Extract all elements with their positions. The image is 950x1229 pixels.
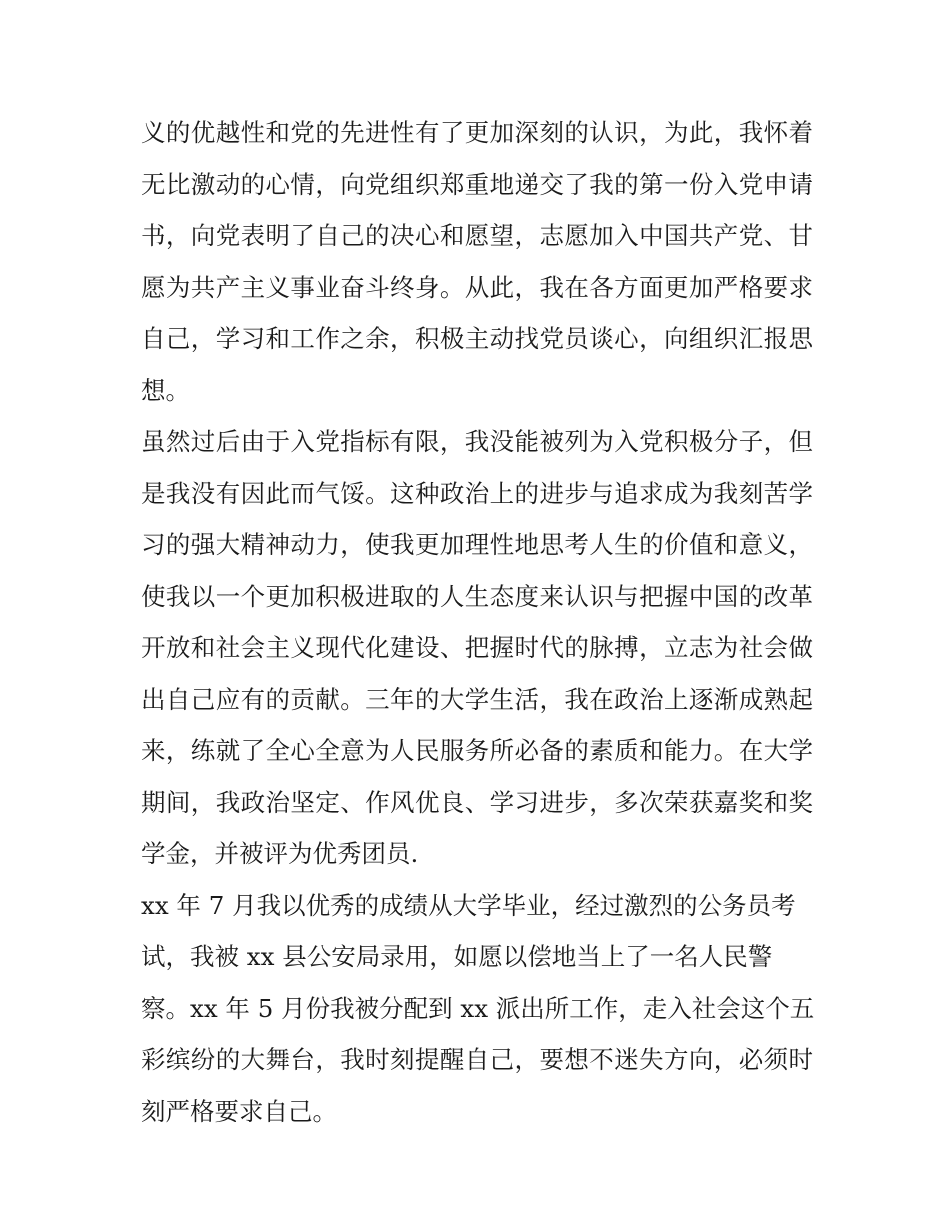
text-line: 出自己应有的贡献。三年的大学生活，我在政治上逐渐成熟起 [141, 684, 813, 714]
paragraph-1 [141, 107, 813, 416]
text-line: 来，练就了全心全意为人民服务所必备的素质和能力。在大学 [141, 736, 813, 765]
text-line: xx 年 7 月我以优秀的成绩从大学毕业，经过激烈的公务员考 [141, 890, 796, 920]
text-line: 习的强大精神动力，使我更加理性地思考人生的价值和意义， [141, 530, 813, 559]
text-line: 是我没有因此而气馁。这种政治上的进步与追求成为我刻苦学 [141, 478, 813, 508]
text-line: 义的优越性和党的先进性有了更加深刻的认识，为此，我怀着 [141, 118, 813, 147]
paragraph-2 [141, 416, 813, 880]
text-line: 无比激动的心情，向党组织郑重地递交了我的第一份入党申请 [141, 169, 813, 199]
text-line: 学金，并被评为优秀团员. [141, 839, 419, 868]
text-line: 想。 [141, 375, 190, 405]
text-line: 开放和社会主义现代化建设、把握时代的脉搏，立志为社会做 [141, 633, 813, 662]
text-line: 虽然过后由于入党指标有限，我没能被列为入党积极分子，但 [141, 427, 813, 456]
text-line: 愿为共产主义事业奋斗终身。从此，我在各方面更加严格要求 [141, 272, 813, 302]
text-line: 刻严格要求自己。 [141, 1096, 337, 1126]
text-line: 书，向党表明了自己的决心和愿望，志愿加入中国共产党、甘 [141, 221, 813, 250]
paragraph-3 [141, 880, 813, 1138]
text-line: 试，我被 xx 县公安局录用，如愿以偿地当上了一名人民警 [141, 942, 773, 971]
document-body [141, 107, 813, 1137]
text-line: 自己，学习和工作之余，积极主动找党员谈心，向组织汇报思 [141, 324, 813, 353]
text-line: 期间，我政治坚定、作风优良、学习进步，多次荣获嘉奖和奖 [141, 787, 813, 817]
text-line: 使我以一个更加积极进取的人生态度来认识与把握中国的改革 [141, 581, 813, 611]
text-line: 彩缤纷的大舞台，我时刻提醒自己，要想不迷失方向，必须时 [141, 1045, 813, 1074]
text-line: 察。xx 年 5 月份我被分配到 xx 派出所工作，走入社会这个五 [141, 993, 815, 1023]
